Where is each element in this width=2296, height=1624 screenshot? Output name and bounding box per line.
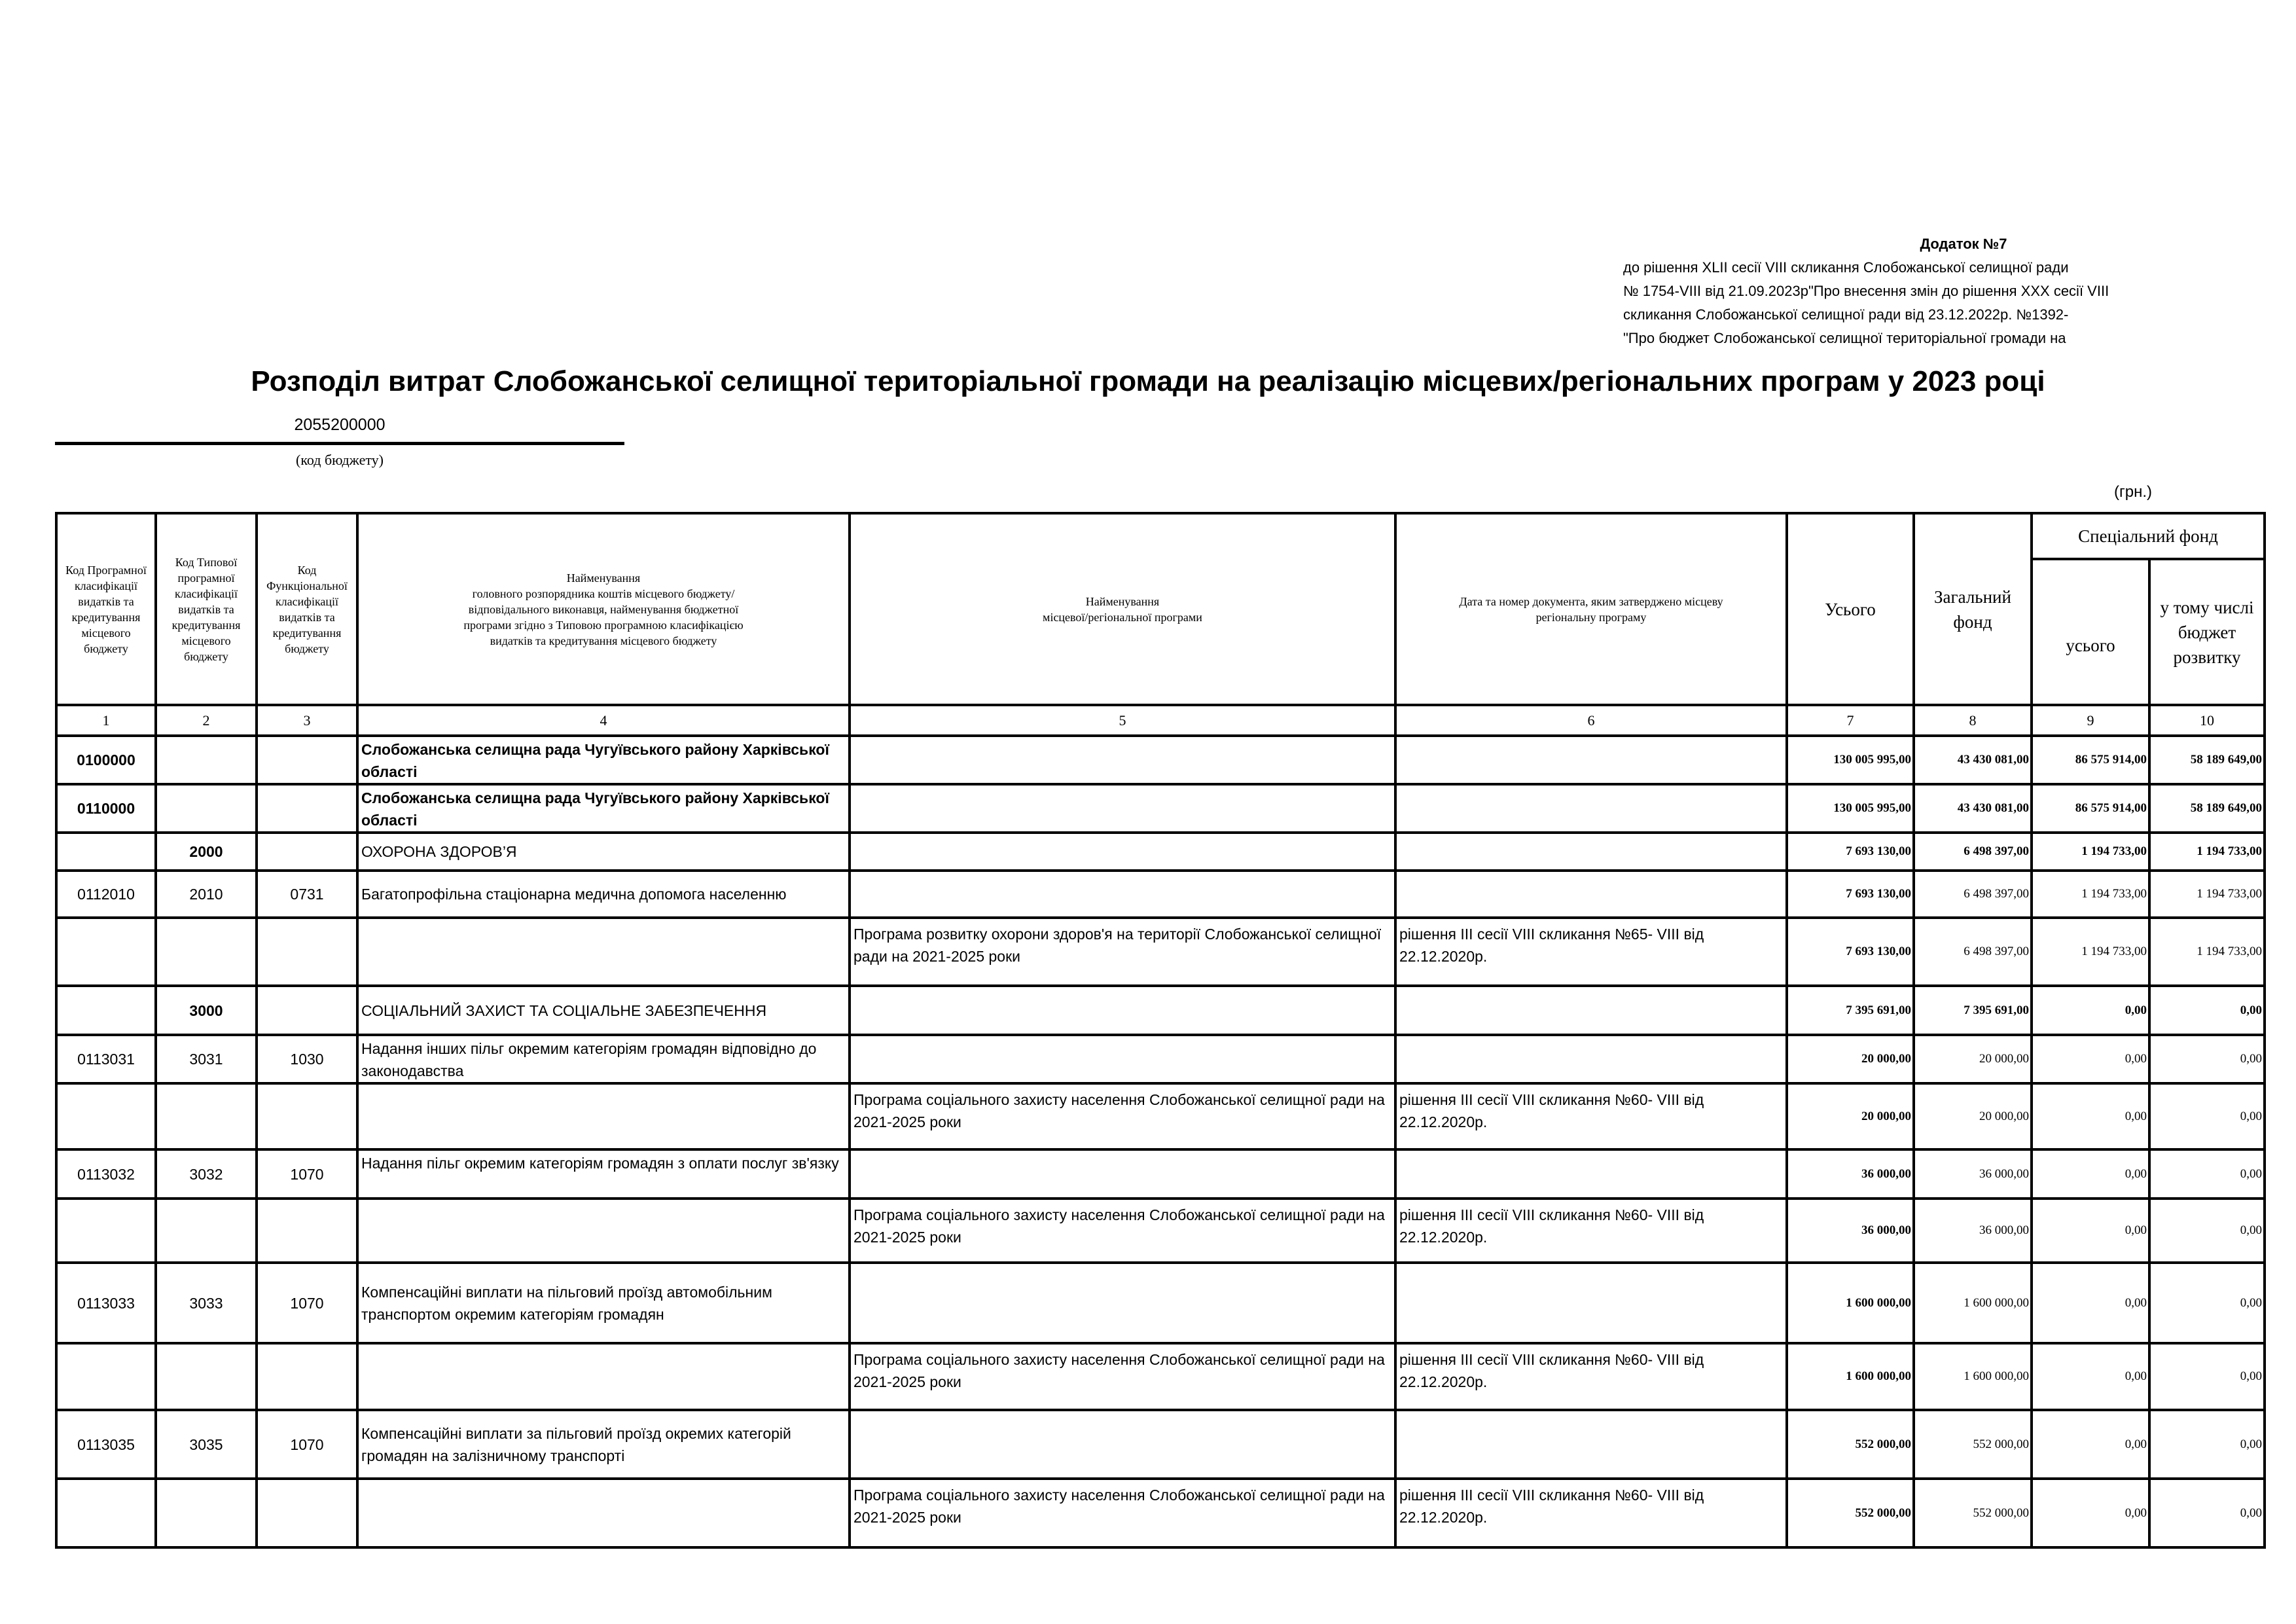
executor-name: [357, 918, 850, 986]
program-name: Програма розвитку охорони здоров'я на території Слобожанської селищної ради на 2021-2025 роки: [850, 918, 1395, 986]
table-row: [56, 1410, 2265, 1479]
total-amount: 7 693 130,00: [1787, 918, 1914, 986]
special-fund-amount: 0,00: [2032, 986, 2149, 1035]
program-name: Програма соціального захисту населення Слобожанської селищної ради на 2021-2025 роки: [850, 1083, 1395, 1149]
program-name: [850, 871, 1395, 918]
approval-document: рішення III сесії VIII скликання №60- VIII від 22.12.2020р.: [1395, 1199, 1787, 1263]
program-name: [850, 1035, 1395, 1083]
program-code: [56, 1199, 156, 1263]
table-row: [56, 1083, 2265, 1149]
header-special-total: усього: [2032, 559, 2149, 705]
general-fund-amount: 552 000,00: [1914, 1479, 2032, 1547]
typical-code: [156, 784, 257, 833]
special-fund-amount: 0,00: [2032, 1199, 2149, 1263]
general-fund-amount: 20 000,00: [1914, 1083, 2032, 1149]
special-fund-amount: 86 575 914,00: [2032, 784, 2149, 833]
program-code: [56, 1343, 156, 1410]
program-code: 0113032: [56, 1149, 156, 1199]
functional-code: [257, 784, 357, 833]
column-number: 9: [2032, 705, 2149, 736]
development-budget-amount: 1 194 733,00: [2149, 918, 2265, 986]
executor-name: [357, 1343, 850, 1410]
budget-code-underline: [55, 442, 624, 445]
development-budget-amount: 0,00: [2149, 1149, 2265, 1199]
development-budget-amount: 0,00: [2149, 1263, 2265, 1343]
general-fund-amount: 20 000,00: [1914, 1035, 2032, 1083]
header-total: Усього: [1787, 513, 1914, 705]
program-code: 0113033: [56, 1263, 156, 1343]
program-name: Програма соціального захисту населення Слобожанської селищної ради на 2021-2025 роки: [850, 1479, 1395, 1547]
typical-code: 3032: [156, 1149, 257, 1199]
executor-name: [357, 1479, 850, 1547]
total-amount: 1 600 000,00: [1787, 1263, 1914, 1343]
program-code: 0113035: [56, 1410, 156, 1479]
total-amount: 552 000,00: [1787, 1410, 1914, 1479]
typical-code: [156, 1479, 257, 1547]
general-fund-amount: 7 395 691,00: [1914, 986, 2032, 1035]
approval-document: [1395, 833, 1787, 871]
typical-code: [156, 1199, 257, 1263]
special-fund-amount: 0,00: [2032, 1479, 2149, 1547]
program-name: [850, 986, 1395, 1035]
executor-name: [357, 1199, 850, 1263]
functional-code: 0731: [257, 871, 357, 918]
special-fund-amount: 0,00: [2032, 1083, 2149, 1149]
development-budget-amount: 58 189 649,00: [2149, 784, 2265, 833]
header-typical-code: Код Типової програмної класифікації видатків та кредитування місцевого бюджету: [156, 513, 257, 705]
approval-document: [1395, 871, 1787, 918]
executor-name: Надання пільг окремим категоріям громадян з оплати послуг зв'язку: [357, 1149, 850, 1199]
executor-name: [357, 1083, 850, 1149]
functional-code: [257, 1343, 357, 1410]
table-row: [56, 1343, 2265, 1410]
functional-code: 1030: [257, 1035, 357, 1083]
development-budget-amount: 0,00: [2149, 1035, 2265, 1083]
functional-code: [257, 1479, 357, 1547]
annex-line: № 1754-VIII від 21.09.2023р"Про внесення змін до рішення XXX сесії VIII: [1623, 283, 2109, 299]
program-name: [850, 1263, 1395, 1343]
general-fund-amount: 1 600 000,00: [1914, 1263, 2032, 1343]
column-number: 5: [850, 705, 1395, 736]
programs-table: [55, 512, 2266, 1549]
approval-document: [1395, 1263, 1787, 1343]
general-fund-amount: 43 430 081,00: [1914, 784, 2032, 833]
total-amount: 7 693 130,00: [1787, 833, 1914, 871]
column-number: 10: [2149, 705, 2265, 736]
column-number-row: [56, 705, 2265, 736]
annex-line: "Про бюджет Слобожанської селищної територіальної громади на: [1623, 330, 2066, 346]
program-code: 0100000: [56, 736, 156, 784]
approval-document: рішення III сесії VIII скликання №60- VIII від 22.12.2020р.: [1395, 1479, 1787, 1547]
approval-document: рішення III сесії VIII скликання №60- VIII від 22.12.2020р.: [1395, 1083, 1787, 1149]
development-budget-amount: 58 189 649,00: [2149, 736, 2265, 784]
functional-code: [257, 833, 357, 871]
header-program-body: місцевої/регіональної програми: [1043, 610, 1202, 624]
general-fund-amount: 1 600 000,00: [1914, 1343, 2032, 1410]
header-program-name: [850, 513, 1395, 705]
special-fund-amount: 1 194 733,00: [2032, 918, 2149, 986]
total-amount: 7 395 691,00: [1787, 986, 1914, 1035]
functional-code: [257, 736, 357, 784]
header-functional-code: Код Функціональної класифікації видатків та кредитування бюджету: [257, 513, 357, 705]
development-budget-amount: 0,00: [2149, 1479, 2265, 1547]
approval-document: рішення III сесії VIII скликання №65- VIII від 22.12.2020р.: [1395, 918, 1787, 986]
general-fund-amount: 6 498 397,00: [1914, 918, 2032, 986]
header-program-title: Найменування: [1085, 594, 1160, 608]
approval-document: [1395, 1410, 1787, 1479]
table-row: [56, 833, 2265, 871]
approval-document: [1395, 1035, 1787, 1083]
program-name: Програма соціального захисту населення Слобожанської селищної ради на 2021-2025 роки: [850, 1343, 1395, 1410]
program-name: [850, 1410, 1395, 1479]
table-row: [56, 918, 2265, 986]
functional-code: [257, 1083, 357, 1149]
development-budget-amount: 1 194 733,00: [2149, 833, 2265, 871]
typical-code: 3035: [156, 1410, 257, 1479]
total-amount: 20 000,00: [1787, 1035, 1914, 1083]
executor-name: Надання інших пільг окремим категоріям громадян відповідно до законодавства: [357, 1035, 850, 1083]
development-budget-amount: 0,00: [2149, 986, 2265, 1035]
total-amount: 36 000,00: [1787, 1199, 1914, 1263]
total-amount: 36 000,00: [1787, 1149, 1914, 1199]
development-budget-amount: 0,00: [2149, 1410, 2265, 1479]
program-name: Програма соціального захисту населення Слобожанської селищної ради на 2021-2025 роки: [850, 1199, 1395, 1263]
header-special-fund: Спеціальний фонд: [2032, 513, 2265, 559]
header-executor-body: головного розпорядника коштів місцевого бюджету/ відповідального виконавця, найменування бюджетної програми згідно з Типовою програмною класифікацією видатків та кредитування місцевого бюджету: [463, 586, 744, 647]
table-row: [56, 1149, 2265, 1199]
typical-code: [156, 1343, 257, 1410]
program-name: [850, 833, 1395, 871]
table-row: [56, 871, 2265, 918]
approval-document: [1395, 784, 1787, 833]
table-row: [56, 986, 2265, 1035]
general-fund-amount: 552 000,00: [1914, 1410, 2032, 1479]
typical-code: [156, 736, 257, 784]
total-amount: 1 600 000,00: [1787, 1343, 1914, 1410]
program-code: [56, 833, 156, 871]
general-fund-amount: 6 498 397,00: [1914, 833, 2032, 871]
special-fund-amount: 0,00: [2032, 1410, 2149, 1479]
program-code: 0112010: [56, 871, 156, 918]
table-row: [56, 784, 2265, 833]
functional-code: [257, 1199, 357, 1263]
column-number: 1: [56, 705, 156, 736]
table-row: [56, 1479, 2265, 1547]
typical-code: 3000: [156, 986, 257, 1035]
header-general-fund: Загальний фонд: [1914, 513, 2032, 705]
header-development-budget: у тому числі бюджет розвитку: [2149, 559, 2265, 705]
special-fund-amount: 86 575 914,00: [2032, 736, 2149, 784]
general-fund-amount: 36 000,00: [1914, 1149, 2032, 1199]
typical-code: [156, 1083, 257, 1149]
executor-name: Слобожанська селищна рада Чугуївського району Харківської області: [357, 784, 850, 833]
total-amount: 130 005 995,00: [1787, 784, 1914, 833]
table-row: [56, 1263, 2265, 1343]
column-number: 6: [1395, 705, 1787, 736]
general-fund-amount: 36 000,00: [1914, 1199, 2032, 1263]
executor-name: ОХОРОНА ЗДОРОВ’Я: [357, 833, 850, 871]
total-amount: 20 000,00: [1787, 1083, 1914, 1149]
annex-title: Додаток №7: [1920, 236, 2007, 252]
program-code: [56, 1083, 156, 1149]
header-document: Дата та номер документа, яким затверджено місцеву регіональну програму: [1395, 513, 1787, 705]
special-fund-amount: 0,00: [2032, 1343, 2149, 1410]
special-fund-amount: 0,00: [2032, 1263, 2149, 1343]
header-executor-title: Найменування: [566, 571, 641, 585]
functional-code: [257, 986, 357, 1035]
special-fund-amount: 0,00: [2032, 1149, 2149, 1199]
typical-code: 2000: [156, 833, 257, 871]
general-fund-amount: 6 498 397,00: [1914, 871, 2032, 918]
table-row: [56, 1199, 2265, 1263]
annex-header: [1623, 232, 2278, 350]
total-amount: 552 000,00: [1787, 1479, 1914, 1547]
approval-document: [1395, 1149, 1787, 1199]
program-name: [850, 736, 1395, 784]
budget-code-value: 2055200000: [294, 416, 386, 434]
document-title: Розподіл витрат Слобожанської селищної територіальної громади на реалізацію місцевих/регіональних програм у 2023 році: [251, 365, 2045, 397]
functional-code: [257, 918, 357, 986]
annex-line: до рішення XLII сесії VIII скликання Слобожанської селищної ради: [1623, 259, 2069, 276]
column-number: 7: [1787, 705, 1914, 736]
approval-document: рішення III сесії VIII скликання №60- VIII від 22.12.2020р.: [1395, 1343, 1787, 1410]
column-number: 3: [257, 705, 357, 736]
executor-name: Компенсаційні виплати на пільговий проїзд автомобільним транспортом окремим категоріям громадян: [357, 1263, 850, 1343]
special-fund-amount: 0,00: [2032, 1035, 2149, 1083]
general-fund-amount: 43 430 081,00: [1914, 736, 2032, 784]
column-number: 2: [156, 705, 257, 736]
program-name: [850, 784, 1395, 833]
program-name: [850, 1149, 1395, 1199]
header-program-code: Код Програмної класифікації видатків та кредитування місцевого бюджету: [56, 513, 156, 705]
approval-document: [1395, 736, 1787, 784]
executor-name: Багатопрофільна стаціонарна медична допомога населенню: [357, 871, 850, 918]
development-budget-amount: 0,00: [2149, 1199, 2265, 1263]
total-amount: 130 005 995,00: [1787, 736, 1914, 784]
executor-name: Компенсаційні виплати за пільговий проїзд окремих категорій громадян на залізничному транспорті: [357, 1410, 850, 1479]
typical-code: [156, 918, 257, 986]
currency-unit: (грн.): [2114, 483, 2153, 501]
program-code: 0113031: [56, 1035, 156, 1083]
functional-code: 1070: [257, 1149, 357, 1199]
development-budget-amount: 0,00: [2149, 1343, 2265, 1410]
program-code: [56, 918, 156, 986]
program-code: [56, 1479, 156, 1547]
column-number: 4: [357, 705, 850, 736]
typical-code: 3033: [156, 1263, 257, 1343]
total-amount: 7 693 130,00: [1787, 871, 1914, 918]
approval-document: [1395, 986, 1787, 1035]
budget-code-label: (код бюджету): [296, 452, 384, 468]
typical-code: 2010: [156, 871, 257, 918]
functional-code: 1070: [257, 1410, 357, 1479]
program-code: 0110000: [56, 784, 156, 833]
special-fund-amount: 1 194 733,00: [2032, 871, 2149, 918]
development-budget-amount: 0,00: [2149, 1083, 2265, 1149]
annex-line: скликання Слобожанської селищної ради від 23.12.2022р. №1392-: [1623, 306, 2069, 323]
table-row: [56, 1035, 2265, 1083]
typical-code: 3031: [156, 1035, 257, 1083]
column-number: 8: [1914, 705, 2032, 736]
header-executor-name: [357, 513, 850, 705]
development-budget-amount: 1 194 733,00: [2149, 871, 2265, 918]
functional-code: 1070: [257, 1263, 357, 1343]
table-row: [56, 736, 2265, 784]
executor-name: Слобожанська селищна рада Чугуївського району Харківської області: [357, 736, 850, 784]
special-fund-amount: 1 194 733,00: [2032, 833, 2149, 871]
program-code: [56, 986, 156, 1035]
executor-name: СОЦІАЛЬНИЙ ЗАХИСТ ТА СОЦІАЛЬНЕ ЗАБЕЗПЕЧЕННЯ: [357, 986, 850, 1035]
